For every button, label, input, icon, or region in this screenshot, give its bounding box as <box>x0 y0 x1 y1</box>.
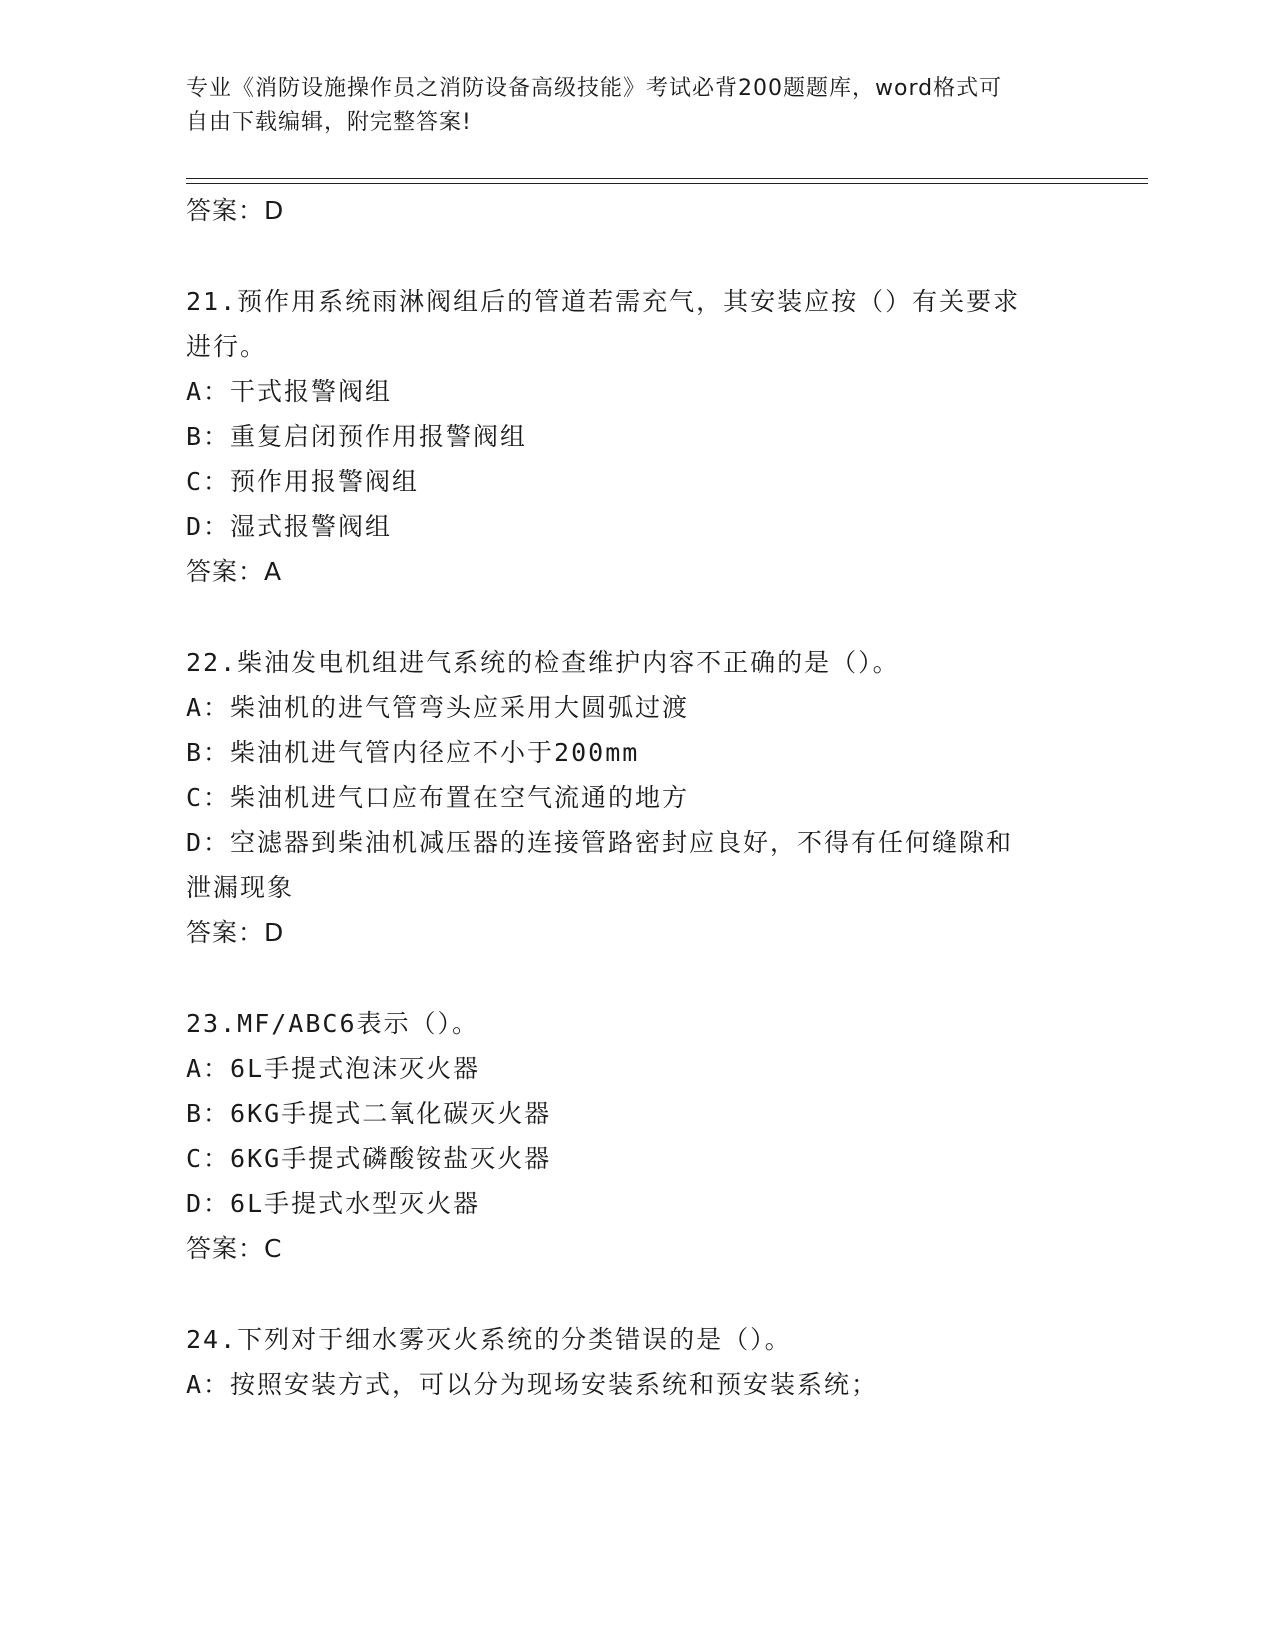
option-b: B：6KG手提式二氧化碳灭火器 <box>186 1099 552 1128</box>
question-list <box>186 188 1086 1407</box>
option-d: D：湿式报警阀组 <box>186 512 393 541</box>
option-d-cont: 泄漏现象 <box>186 873 295 902</box>
answer: 答案：A <box>186 557 283 586</box>
question-24 <box>186 1317 1086 1407</box>
option-a: A：柴油机的进气管弯头应采用大圆弧过渡 <box>186 693 690 722</box>
header-line-2: 自由下载编辑，附完整答案! <box>186 110 472 135</box>
answer: 答案：D <box>186 918 285 947</box>
question-stem: 22.柴油发电机组进气系统的检查维护内容不正确的是（）。 <box>186 648 900 677</box>
option-b: B：重复启闭预作用报警阀组 <box>186 422 528 451</box>
question-23 <box>186 1001 1086 1271</box>
question-stem: 21.预作用系统雨淋阀组后的管道若需充气，其安装应按（）有关要求 <box>186 287 1021 316</box>
question-stem-cont: 进行。 <box>186 332 268 361</box>
option-d: D：空滤器到柴油机减压器的连接管路密封应良好，不得有任何缝隙和 <box>186 828 1014 857</box>
question-21 <box>186 279 1086 594</box>
header-divider-top <box>186 178 1148 179</box>
option-d: D：6L手提式水型灭火器 <box>186 1189 481 1218</box>
question-stem: 23.MF/ABC6表示（）。 <box>186 1009 480 1038</box>
option-c: C：预作用报警阀组 <box>186 467 420 496</box>
header-line-1: 专业《消防设施操作员之消防设备高级技能》考试必背200题题库，word格式可 <box>186 76 1003 101</box>
document-header <box>186 72 1066 140</box>
spacer <box>186 1271 1086 1317</box>
question-22 <box>186 640 1086 955</box>
option-a: A：6L手提式泡沫灭火器 <box>186 1054 481 1083</box>
option-a: A：按照安装方式，可以分为现场安装系统和预安装系统； <box>186 1370 879 1399</box>
previous-answer: 答案：D <box>186 196 285 225</box>
option-c: C：6KG手提式磷酸铵盐灭火器 <box>186 1144 552 1173</box>
spacer <box>186 594 1086 640</box>
header-divider-bottom <box>186 183 1148 184</box>
option-c: C：柴油机进气口应布置在空气流通的地方 <box>186 783 690 812</box>
spacer <box>186 955 1086 1001</box>
option-a: A：干式报警阀组 <box>186 377 393 406</box>
answer: 答案：C <box>186 1234 283 1263</box>
spacer <box>186 233 1086 279</box>
question-stem: 24.下列对于细水雾灭火系统的分类错误的是（）。 <box>186 1325 792 1354</box>
option-b: B：柴油机进气管内径应不小于200mm <box>186 738 640 767</box>
